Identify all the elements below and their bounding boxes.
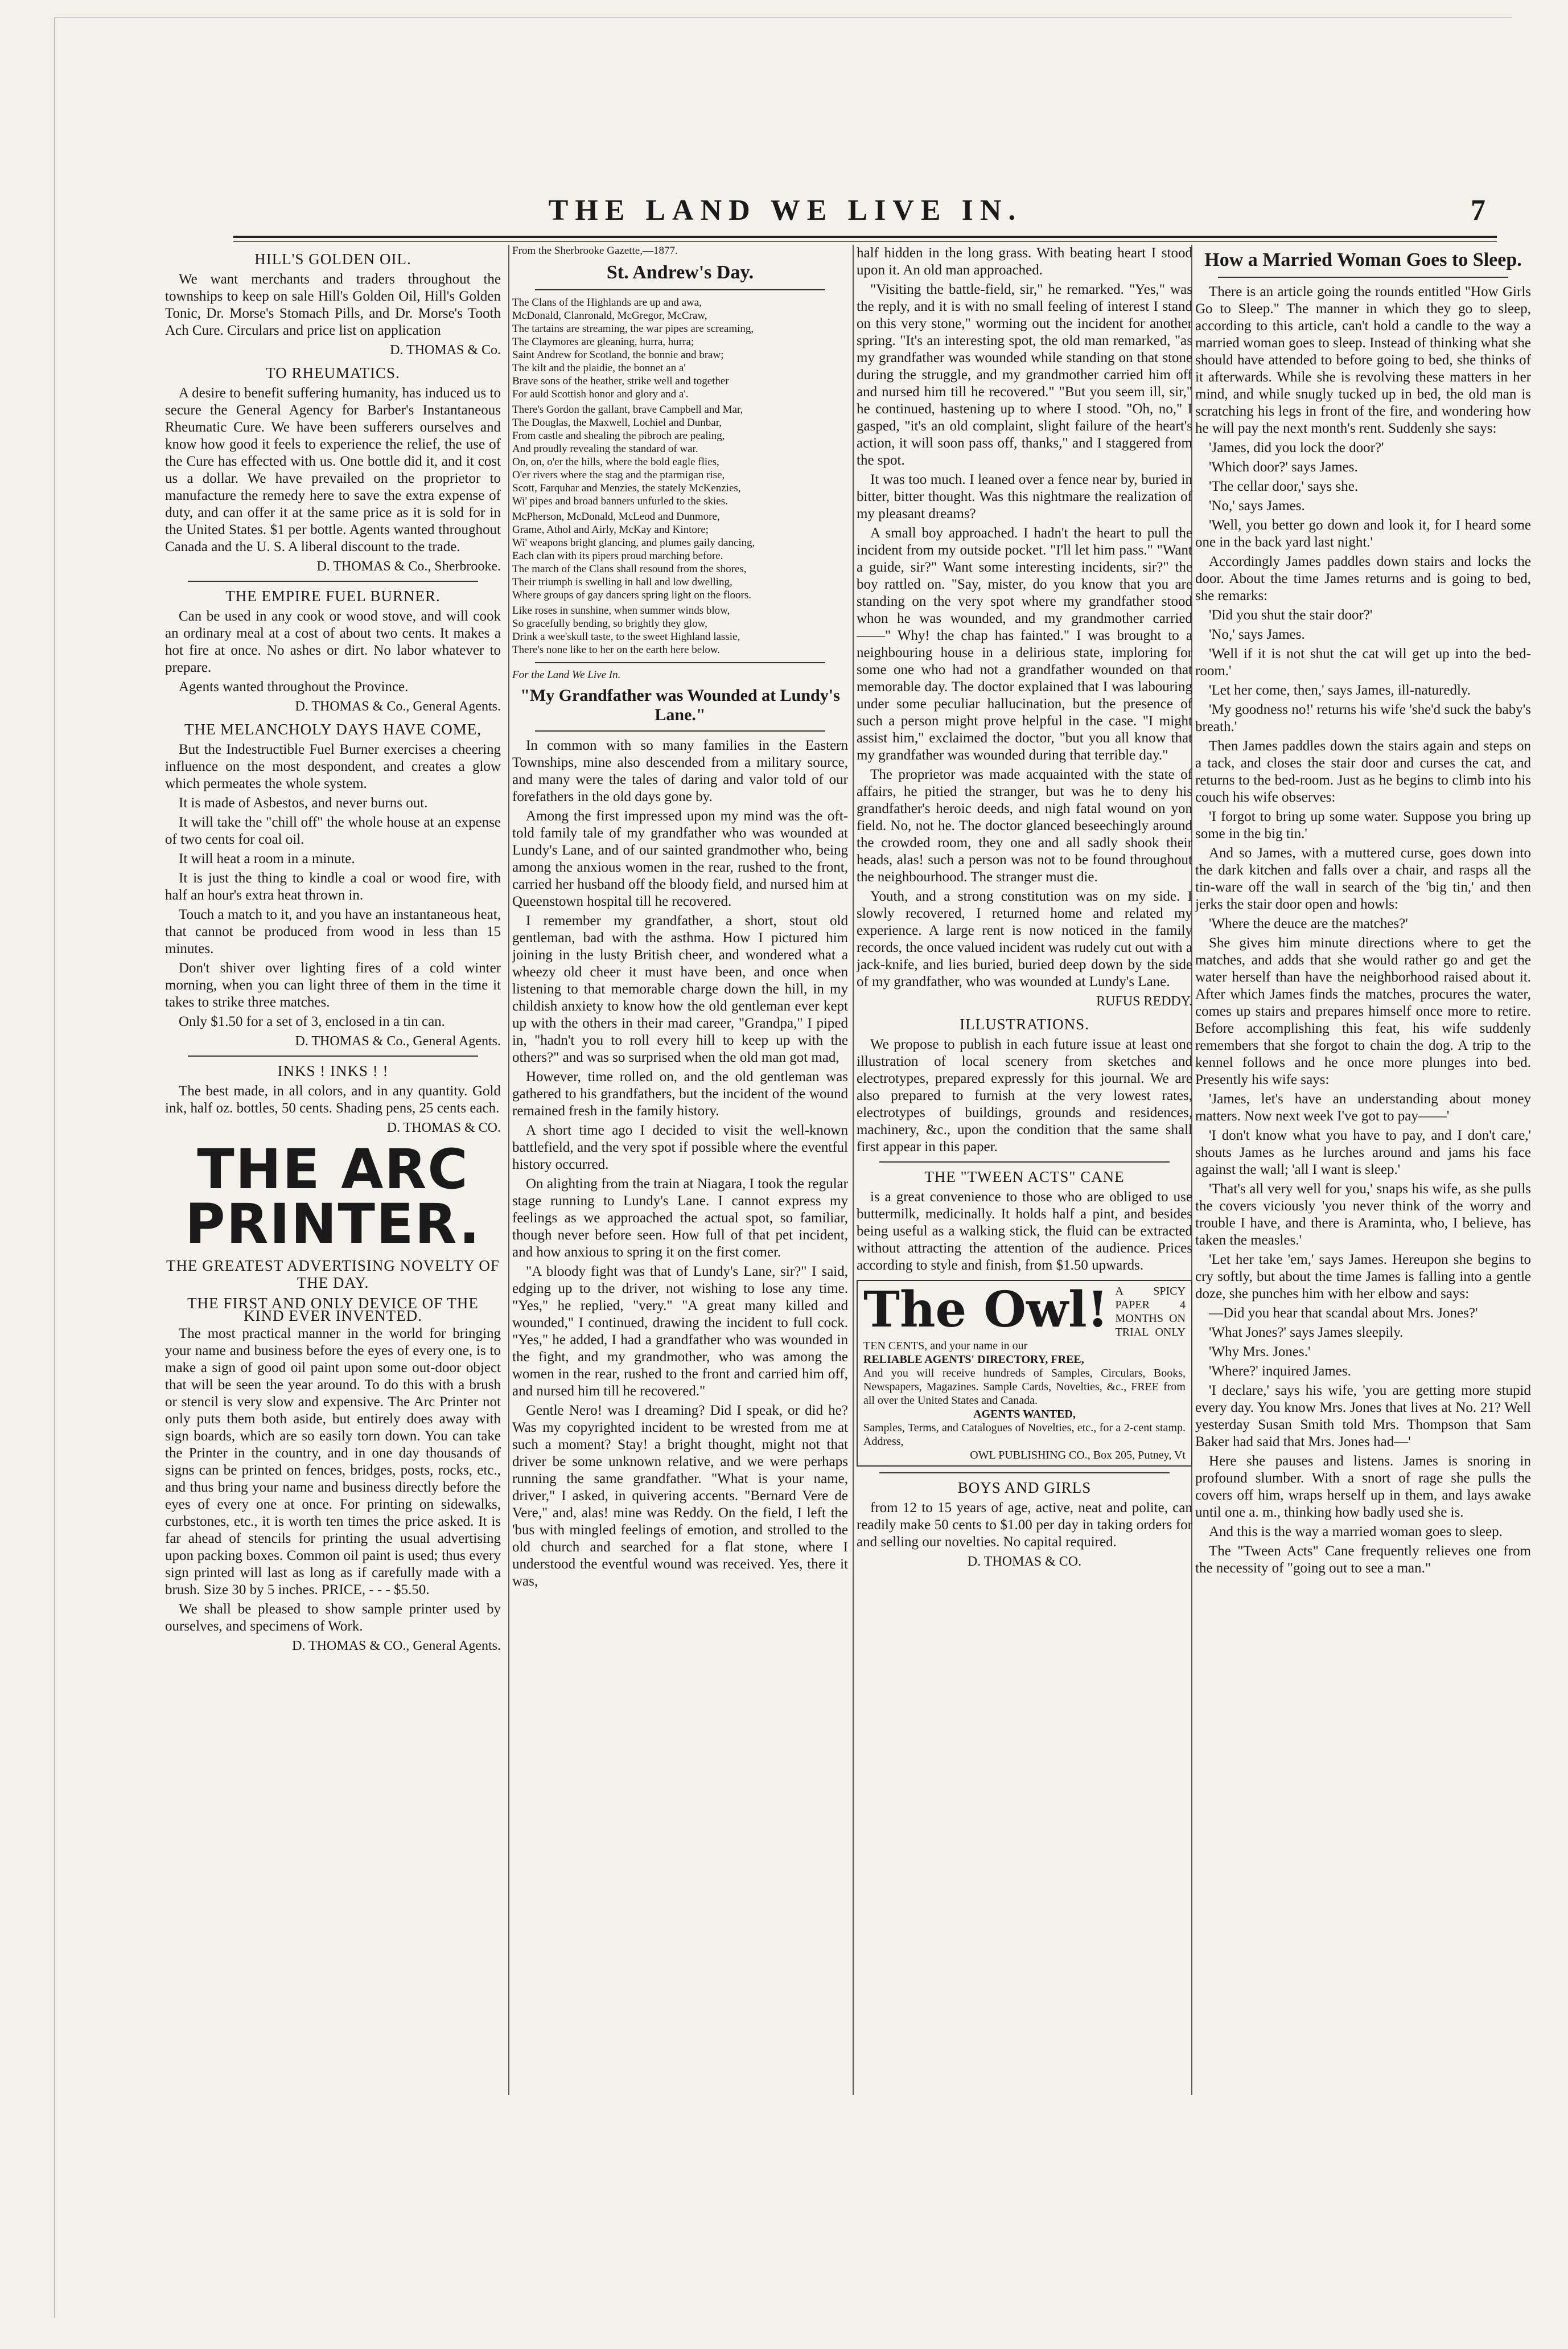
story-paragraph: Youth, and a strong constitution was on my side. I slowly recovered, I returned home and related my experience. A large rent is now noticed in the family records, the once valued incident was rudely cut out with a jack-knife, and lies buried, buried deep down by the side of my grandfather, who was wounded at Lundy's Lane. xyxy=(857,889,1192,989)
story-paragraph: On alighting from the train at Niagara, I took the regular stage running to Lundy's Lane. I cannot express my feelings as we approached the actual spot, so familiar, though never before seen. How full of that pet incident, and how anxious to spring it on the first comer. xyxy=(512,1176,848,1260)
arc-subtitle: THE GREATEST ADVERTISING NOVELTY OF THE DAY. xyxy=(166,1257,500,1291)
story-paragraph: In common with so many families in the Eastern Townships, mine also descended from a military source, and many were the tales of daring and valor told of our forefathers in the old days gone by. xyxy=(512,738,848,804)
column-rule xyxy=(508,245,509,2095)
divider xyxy=(535,730,825,732)
column-2 xyxy=(512,245,848,2095)
divider xyxy=(879,1161,1170,1163)
poem-stanza xyxy=(512,510,848,602)
poem-stanza xyxy=(512,403,848,508)
divider xyxy=(188,581,478,582)
poem-line: So gracefully bending, so brightly they glow, xyxy=(512,618,707,630)
poem xyxy=(512,296,848,656)
poem-line: Where groups of gay dancers spring light on the floors. xyxy=(512,589,752,601)
melancholy-p1: But the Indestructible Fuel Burner exercises a cheering influence on the most despondent, and creates a glow which permeates the whole system. xyxy=(165,742,501,791)
hills-signature: D. THOMAS & Co. xyxy=(390,343,501,358)
melancholy-heading: THE MELANCHOLY DAYS HAVE COME, xyxy=(184,721,482,738)
article-paragraph: 'That's all very well for you,' snaps his wife, as she pulls the covers viciously 'you never think of the worry and trouble I have, and there is Araminta, who, I believe, has taken the measles.' xyxy=(1195,1181,1531,1248)
cane-body: is a great convenience to those who are obliged to use buttermilk, medicinally. It holds half a pint, and besides being useful as a walking stick, the fluid can be extracted without attracting the attention of the audience. Prices according to style and finish, from $1.50 upwards. xyxy=(857,1189,1192,1273)
poem-line: Drink a wee'skull taste, to the sweet Highland lassie, xyxy=(512,631,740,643)
poem-line: The Clans of the Highlands are up and awa, xyxy=(512,297,702,309)
owl-side-text: A SPICY PAPER 4 MONTHS ON TRIAL ONLY TEN CENTS, and your name in our xyxy=(863,1285,1186,1352)
article-paragraph: Accordingly James paddles down stairs and locks the door. About the time James returns and is going to bed, she remarks: xyxy=(1195,554,1531,603)
page-title: THE LAND WE LIVE IN. xyxy=(548,194,1023,227)
article-paragraph: —Did you hear that scandal about Mrs. Jones?' xyxy=(1209,1305,1478,1321)
header-rule xyxy=(233,236,1497,238)
poem-line: There's none like to her on the earth here below. xyxy=(512,644,721,656)
owl-body: And you will receive hundreds of Samples, Circulars, Books, Newspapers, Magazines. Sample Cards, Novelties, &c., FREE from all over the United States and Canada. xyxy=(863,1367,1186,1407)
story-paragraph: Among the first impressed upon my mind was the oft-told family tale of my grandfather who was wounded at Lundy's Lane, and of our sainted grandmother who, being among the anxious women in the rear, rushed to the front, carried her husband off the bloody field, and nursed him at Queenstown hospital till he recovered. xyxy=(512,808,848,909)
story-paragraph: It was too much. I leaned over a fence near by, buried in bitter, bitter thought. Was this nightmare the realization of my pleasant dreams? xyxy=(857,472,1192,521)
boys-body: from 12 to 15 years of age, active, neat and polite, can readily make 50 cents to $1.00 per day in taking orders for and selling our novelties. No capital required. xyxy=(857,1500,1192,1550)
article-paragraph: 'Where the deuce are the matches?' xyxy=(1209,916,1408,931)
cane-heading: THE "TWEEN ACTS" CANE xyxy=(924,1168,1125,1185)
story-paragraph: However, time rolled on, and the old gentleman was gathered to his grandfathers, but the incident of the wound remained fresh in the family history. xyxy=(512,1069,848,1119)
melancholy-p4: It will heat a room in a minute. xyxy=(179,851,355,866)
melancholy-signature: D. THOMAS & Co., General Agents. xyxy=(295,1034,501,1049)
illustrations-heading: ILLUSTRATIONS. xyxy=(960,1016,1089,1033)
rheum-body: A desire to benefit suffering humanity, has induced us to secure the General Agency for Barber's Instantaneous Rheumatic Cure. We have been sufferers ourselves and know how good it feels to experience the relief, the use of the Cure has effected with us. One bottle did it, and it cost us a dollar. We have prevailed on the proprietor to manufacture the remedy here to save the extra expense of duty, and can offer it at the same price as it is sold for in the United States. $1 per bottle. Agents wanted throughout Canada and the U. S. A liberal discount to the trade. xyxy=(165,385,501,555)
poem-line: The Claymores are gleaning, hurra, hurra; xyxy=(512,336,694,348)
divider xyxy=(1218,277,1508,278)
story-paragraph: half hidden in the long grass. With beating heart I stood upon it. An old man approached. xyxy=(857,245,1192,278)
article-paragraph: There is an article going the rounds entitled "How Girls Go to Sleep." The manner in which they go to sleep, according to this article, can't hold a candle to the way a married woman goes to sleep. Instead of thinking what she should have attended to before going to bed, she thinks of it afterwards. While she is revolving these matters in her mind, and while snugly tucked up in bed, the old man is scratching his legs in front of the fire, and wondering how he will pay the next month's rent. Suddenly she says: xyxy=(1195,284,1531,436)
hills-body: We want merchants and traders throughout the townships to keep on sale Hill's Golden Oil, Hill's Golden Tonic, Dr. Morse's Stomach Pills, and Dr. Morse's Tooth Ach Cure. Circulars and price list on application xyxy=(165,272,501,338)
melancholy-p8: Only $1.50 for a set of 3, enclosed in a tin can. xyxy=(179,1014,445,1029)
masthead xyxy=(68,194,1503,239)
article-paragraph: 'James, did you lock the door?' xyxy=(1209,440,1384,455)
story-paragraph: "Visiting the battle-field, sir," he remarked. "Yes," was the reply, and it is with no small feeling of interest I stand on this very stone," worming out the incident for another spring. "It's an interesting spot, the old man remarked, "as my grandfather was wounded while standing on that stone during the struggle, and my grandmother carried him off and nursed him till he recovered." "But you seem ill, sir," he continued, hastening up to where I stood. "Oh, no," I gasped, "it's an old complaint, slight failure of the heart's action, it will soon pass off, thanks," and I staggered from the spot. xyxy=(857,282,1192,468)
hills-heading: HILL'S GOLDEN OIL. xyxy=(254,250,411,268)
poem-line: O'er rivers where the stag and the ptarmigan rise, xyxy=(512,469,725,481)
poem-source: From the Sherbrooke Gazette,—1877. xyxy=(512,245,678,257)
poem-line: Like roses in sunshine, when summer winds blow, xyxy=(512,605,730,617)
article-paragraph: 'I don't know what you have to pay, and I don't care,' shouts James as he lurches around and jams his face against the wall; 'all I want is sleep.' xyxy=(1195,1128,1531,1177)
article-paragraph: 'My goodness no!' returns his wife 'she'd suck the baby's breath.' xyxy=(1195,702,1531,734)
melancholy-p3: It will take the "chill off" the whole house at an expense of two cents for coal oil. xyxy=(165,815,501,847)
rheum-heading: TO RHEUMATICS. xyxy=(266,364,400,381)
inks-body: The best made, in all colors, and in any quantity. Gold ink, half oz. bottles, 50 cents. Shading pens, 25 cents each. xyxy=(165,1083,501,1116)
column-1 xyxy=(165,245,501,2095)
column-3 xyxy=(857,245,1192,2095)
poem-line: On, on, o'er the hills, where the bold eagle flies, xyxy=(512,456,719,468)
article-paragraph: 'I declare,' says his wife, 'you are getting more stupid every day. You know Mrs. Jones that lives at No. 21? Well yesterday Susan Smith told Mrs. Thompson that Sam Baker had said that Mrs. Jones had—' xyxy=(1195,1383,1531,1449)
article-paragraph: 'Well, you better go down and look it, for I heard some one in the back yard last night.' xyxy=(1195,518,1531,550)
poem-line: The kilt and the plaidie, the bonnet an a' xyxy=(512,362,686,374)
column-rule xyxy=(853,245,854,2095)
article-paragraph: And so James, with a muttered curse, goes down into the dark kitchen and falls over a chair, and rasps all the tin-ware off the wall in search of the 'big tin,' and then jerks the stair door open and howls: xyxy=(1195,845,1531,912)
article-paragraph: 'What Jones?' says James sleepily. xyxy=(1209,1325,1404,1340)
rheum-signature: D. THOMAS & Co., Sherbrooke. xyxy=(316,559,501,574)
inks-signature: D. THOMAS & CO. xyxy=(386,1120,501,1135)
owl-directory: RELIABLE AGENTS' DIRECTORY, FREE, xyxy=(863,1353,1084,1366)
article-paragraph: 'Did you shut the stair door?' xyxy=(1209,607,1373,623)
poem-line: For auld Scottish honor and glory and a'. xyxy=(512,388,689,400)
arc-body: The most practical manner in the world for bringing your name and business before the eyes of every one, is to make a sign of good oil paint upon some out-door object that will be seen the year around. To do this with a brush or stencil is very slow and expensive. The Arc Printer not only puts them both aside, but entirely does away with sign boards, which are so easily torn down. You can take the Printer in the country, and in one day thousands of signs can be printed on fences, bridges, posts, rocks, etc., and thus bring your name and business directly before the eyes of every one at once. For printing on sidewalks, curbstones, etc., it is worth ten times the price asked. It is far ahead of stencils for printing the usual advertising upon packing boxes. Common oil paint is used; thus every sign printed will last as long as if carefully made with a brush. Size 30 by 5 inches. PRICE, - - - $5.50. xyxy=(165,1326,501,1598)
melancholy-p2: It is made of Asbestos, and never burns out. xyxy=(179,795,428,811)
divider xyxy=(535,662,825,663)
owl-title: The Owl! xyxy=(863,1281,1109,1338)
article-paragraph: Then James paddles down the stairs again and steps on a tack, and closes the stair door and curses the cat, and returns to the bed-room. Just as he begins to climb into his couch his wife observes: xyxy=(1195,738,1531,805)
poem-line: And proudly revealing the standard of war. xyxy=(512,443,698,455)
article-paragraph: Here she pauses and listens. James is snoring in profound slumber. With a snort of rage she pulls the covers off him, wraps herself up in them, and lays awake until one a. m., thinking how badly used she is. xyxy=(1195,1453,1531,1520)
poem-line: Brave sons of the heather, strike well and together xyxy=(512,375,729,387)
poem-line: From castle and shealing the pibroch are pealing, xyxy=(512,430,725,442)
poem-line: The Douglas, the Maxwell, Lochiel and Dunbar, xyxy=(512,417,722,429)
story-title: "My Grandfather was Wounded at Lundy's Lane." xyxy=(520,686,840,724)
article-paragraph: 'Why Mrs. Jones.' xyxy=(1209,1344,1311,1360)
article-paragraph: 'Let her come, then,' says James, ill-naturedly. xyxy=(1209,683,1471,698)
story-signature: RUFUS REDDY. xyxy=(1096,994,1192,1009)
poem-line: McPherson, McDonald, McLeod and Dunmore, xyxy=(512,511,720,523)
owl-agents: AGENTS WANTED, xyxy=(973,1408,1076,1420)
poem-line: Their triumph is swelling in hall and low dwelling, xyxy=(512,576,732,588)
poem-line: Saint Andrew for Scotland, the bonnie and braw; xyxy=(512,349,724,361)
empire-body: Can be used in any cook or wood stove, and will cook an ordinary meal at a cost of about two cents. It makes a hot fire at once. No ashes or dirt. No labor whatever to prepare. xyxy=(165,609,501,675)
poem-line: The tartains are streaming, the war pipes are screaming, xyxy=(512,323,754,335)
poem-line: Scott, Farquhar and Menzies, the stately McKenzies, xyxy=(512,482,741,494)
poem-stanza xyxy=(512,604,848,656)
article-body xyxy=(1195,284,1531,1577)
poem-line: The march of the Clans shall resound from the shores, xyxy=(512,563,747,575)
article-paragraph: 'The cellar door,' says she. xyxy=(1209,479,1359,494)
article-paragraph: 'Let her take 'em,' says James. Hereupon she begins to cry softly, but about the time James is falling into a gentle doze, she punches him with her elbow and says: xyxy=(1195,1252,1531,1301)
article-paragraph: 'Well if it is not shut the cat will get up into the bed-room.' xyxy=(1195,646,1531,679)
empire-signature: D. THOMAS & Co., General Agents. xyxy=(295,699,501,714)
story-paragraph: Gentle Nero! was I dreaming? Did I speak, or did he? Was my copyrighted incident to be wrested from me at such a moment? Stay! a bright thought, might not that driver be some unknown relative, and we were perhaps running the same grandfather. "What is your name, driver," I asked, in quivering accents. "Bernard Vere de Vere," and, alas! mine was Reddy. On the field, I left the 'bus with mingled feelings of emotion, and strolled to the old church and searched for a flat stone, where I understood the eventful wound was received. Yes, there it was, xyxy=(512,1403,848,1589)
poem-line: There's Gordon the gallant, brave Campbell and Mar, xyxy=(512,404,743,416)
arc-subtitle-2: THE FIRST AND ONLY DEVICE OF THE KIND EVER INVENTED. xyxy=(187,1295,479,1324)
empire-agents: Agents wanted throughout the Province. xyxy=(179,679,409,695)
melancholy-p6: Touch a match to it, and you have an instantaneous heat, that cannot be produced from wood in less than 15 minutes. xyxy=(165,907,501,956)
poem-line: Each clan with its pipers proud marching before. xyxy=(512,550,723,562)
header-rule-thin xyxy=(233,241,1497,242)
article-paragraph: 'James, let's have an understanding about money matters. Now next week I've got to pay——' xyxy=(1195,1091,1531,1124)
article-paragraph: She gives him minute directions where to get the matches, and adds that she would rather go and get the water herself than have the neighborhood raised about it. After which James finds the matches, procures the water, comes up stairs and prepares himself once more to retire. Before accomplishing this feat, his wife suddenly remembers that she forgot to chain the dog. A trip to the kennel follows and he once more plunges into bed. Presently his wife says: xyxy=(1195,935,1531,1087)
poem-line: McDonald, Clanronald, McGregor, McCraw, xyxy=(512,310,707,322)
column-4 xyxy=(1195,245,1531,2095)
poem-stanza xyxy=(512,296,848,401)
boys-heading: BOYS AND GIRLS xyxy=(957,1479,1092,1496)
arc-printer-title: THE ARC PRINTER. xyxy=(185,1137,481,1256)
melancholy-p7: Don't shiver over lighting fires of a cold winter morning, when you can light three of them in the time it takes to strike three matches. xyxy=(165,960,501,1010)
boys-signature: D. THOMAS & CO. xyxy=(967,1554,1082,1569)
empire-heading: THE EMPIRE FUEL BURNER. xyxy=(225,588,441,605)
story-paragraph: A small boy approached. I hadn't the heart to pull the incident from my outside pocket. "I'll let him pass." "Want a guide, sir?" Want some interesting incidents, sir?" the boy rattled on. "Say, mister, do you know that you are standing on the very spot where my grandfather stood whon he was wounded, and my grandmother carried ——" Why! the chap has fainted." I was brought to a neighbouring house in a delirious state, imploring for some one who had not a grandfather wounded on that memorable day. The doctor explained that I was labouring under some peculiar hallucination, but the presence of such a person might prove helpful in the case. "I might assist him," exclaimed the doctor, "but you all know that my grandfather was wounded during that terrible day." xyxy=(857,525,1192,763)
story-paragraph: I remember my grandfather, a short, stout old gentleman, bad with the asthma. How I pictured him joining in the lusty British cheer, and wondered what a wheezy old cheer it must have been, and once when listening to that memorable charge down the hill, in my childish anxiety to know how the old gentleman ever kept up with the others in their mad career, "Grandpa," I piped in, "hadn't you to roll every hill to keep up with the others?" and was so surprised when the old man got mad, xyxy=(512,913,848,1065)
story-paragraph: A short time ago I decided to visit the well-known battlefield, and the very spot if possible where the eventful history occurred. xyxy=(512,1123,848,1172)
article-paragraph: 'Which door?' says James. xyxy=(1209,459,1358,475)
divider xyxy=(535,289,825,290)
melancholy-p5: It is just the thing to kindle a coal or wood fire, with half an hour's extra heat thrown in. xyxy=(165,870,501,903)
illustrations-body: We propose to publish in each future issue at least one illustration of local scenery from sketches and electrotypes, prepared expressly for this journal. We are also prepared to furnish at the very lowest rates, electrotypes of buildings, grounds and residences, machinery, &c., upon the condition that the same shall first appear in this paper. xyxy=(857,1037,1192,1155)
article-paragraph: 'I forgot to bring up some water. Suppose you bring up some in the big tin.' xyxy=(1195,809,1531,841)
inks-heading: INKS ! INKS ! ! xyxy=(277,1062,389,1079)
arc-signature: D. THOMAS & CO., General Agents. xyxy=(292,1638,501,1653)
owl-address: OWL PUBLISHING CO., Box 205, Putney, Vt xyxy=(970,1449,1186,1461)
divider xyxy=(879,1472,1170,1473)
article-title: How a Married Woman Goes to Sleep. xyxy=(1204,249,1522,270)
poem-title: St. Andrew's Day. xyxy=(606,262,754,283)
divider xyxy=(188,1056,478,1057)
article-paragraph: And this is the way a married woman goes to sleep. xyxy=(1209,1524,1503,1539)
arc-body-2: We shall be pleased to show sample printer used by ourselves, and specimens of Work. xyxy=(165,1601,501,1634)
article-paragraph: 'No,' says James. xyxy=(1209,627,1305,642)
poem-line: Grame, Athol and Airly, McKay and Kintore; xyxy=(512,524,709,536)
article-paragraph: 'No,' says James. xyxy=(1209,498,1305,514)
owl-agents-body: Samples, Terms, and Catalogues of Novelties, etc., for a 2-cent stamp. Address, xyxy=(863,1422,1186,1448)
poem-line: Wi' pipes and broad banners unfurled to the skies. xyxy=(512,495,728,507)
article-paragraph: The "Tween Acts" Cane frequently relieves one from the necessity of "going out to see a man." xyxy=(1195,1543,1531,1576)
story-paragraph: "A bloody fight was that of Lundy's Lane, sir?" I said, edging up to the driver, not wishing to lose any time. "Yes," he replied, "very." "A great many killed and wounded," I continued, drawing the incident to full cock. "Yes," he added, I had a grandfather who was wounded in the fight, and my grandmother, who was among the women in the rear, rushed to the front and carried him off, and nursed him till he recovered." xyxy=(512,1264,848,1399)
poem-line: Wi' weapons bright glancing, and plumes gaily dancing, xyxy=(512,537,755,549)
story-note: For the Land We Live In. xyxy=(512,669,621,681)
article-paragraph: 'Where?' inquired James. xyxy=(1209,1364,1351,1379)
page-number: 7 xyxy=(1471,194,1485,227)
story-paragraph: The proprietor was made acquainted with the state of affairs, he pitied the stranger, but was he to deny his grandfather's heroic deeds, and nigh fatal wound on yon field. No, not he. The doctor glanced beseechingly around the crowded room, they one and all sadly shook their heads, alas! such a person was not to be found throughout the neighbourhood. The stranger must die. xyxy=(857,767,1192,885)
owl-ad xyxy=(857,1280,1192,1467)
